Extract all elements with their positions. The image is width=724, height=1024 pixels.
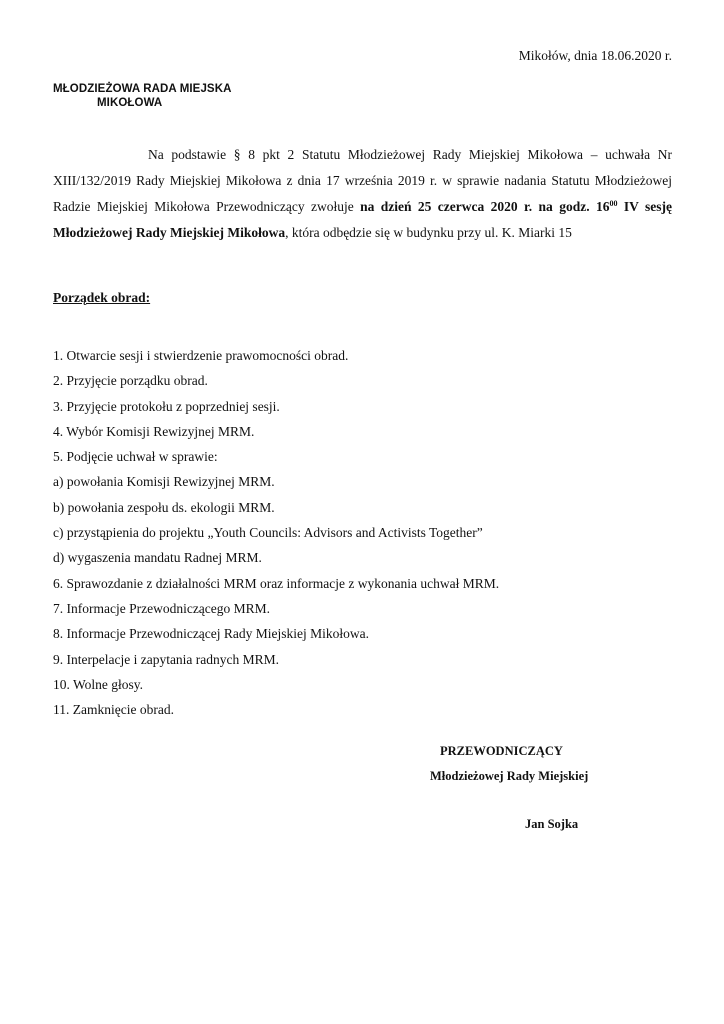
- agenda-item: 9. Interpelacje i zapytania radnych MRM.: [53, 651, 280, 667]
- session-name: IV sesję Młodzieżowej Rady Miejskiej Mikołowa: [53, 199, 672, 240]
- agenda-item: 1. Otwarcie sesji i stwierdzenie prawomocności obrad.: [53, 348, 349, 363]
- intro-text-part1: Na podstawie § 8 pkt 2 Statutu Młodzieżowej Rady Miejskiej Mikołowa – uchwała Nr XIII/132/2019 Rady Miejskiej Mikołowa z dnia 17 września 2019 r. w sprawie nadania Statutu Młodzieżowej Radzie Miejskiej Mikołowa Przewodniczący zwołuje: [53, 147, 672, 214]
- organization-header: [53, 82, 232, 110]
- signature-body: Młodzieżowej Rady Miejskiej: [430, 769, 589, 783]
- agenda-item: a) powołania Komisji Rewizyjnej MRM.: [53, 474, 275, 490]
- session-date-time: na dzień 25 czerwca 2020 r. na godz. 16: [360, 199, 610, 214]
- agenda-title: Porządek obrad:: [53, 290, 151, 305]
- date-line: Mikołów, dnia 18.06.2020 r.: [518, 48, 672, 63]
- agenda-item: 7. Informacje Przewodniczącego MRM.: [53, 600, 271, 616]
- signature-name: Jan Sojka: [525, 817, 579, 831]
- signature-block: [420, 744, 620, 832]
- agenda-item: 2. Przyjęcie porządku obrad.: [53, 373, 208, 389]
- agenda-item: c) przystąpienia do projektu „Youth Councils: Advisors and Activists Together”: [53, 525, 483, 541]
- intro-text-part2: , która odbędzie się w budynku przy ul. K. Miarki 15: [285, 225, 572, 240]
- agenda-item: b) powołania zespołu ds. ekologii MRM.: [53, 499, 275, 515]
- agenda-item: d) wygaszenia mandatu Radnej MRM.: [53, 550, 262, 566]
- agenda-item: 5. Podjęcie uchwał w sprawie:: [53, 449, 218, 465]
- agenda-item: 10. Wolne głosy.: [53, 676, 144, 692]
- agenda-list: [53, 343, 499, 722]
- agenda-item: 11. Zamknięcie obrad.: [53, 702, 174, 718]
- agenda-item: 6. Sprawozdanie z działalności MRM oraz informacje z wykonania uchwał MRM.: [53, 575, 500, 591]
- organization-header-line1: MŁODZIEŻOWA RADA MIEJSKA: [53, 83, 232, 95]
- organization-header-line2: MIKOŁOWA: [97, 97, 163, 109]
- agenda-item: 3. Przyjęcie protokołu z poprzedniej sesji.: [53, 398, 280, 414]
- intro-paragraph: [53, 142, 672, 246]
- agenda-item: 4. Wybór Komisji Rewizyjnej MRM.: [53, 423, 255, 439]
- agenda-item: 8. Informacje Przewodniczącej Rady Miejskiej Mikołowa.: [53, 626, 370, 642]
- signature-role: PRZEWODNICZĄCY: [440, 744, 563, 758]
- session-time-minutes: 00: [609, 199, 618, 208]
